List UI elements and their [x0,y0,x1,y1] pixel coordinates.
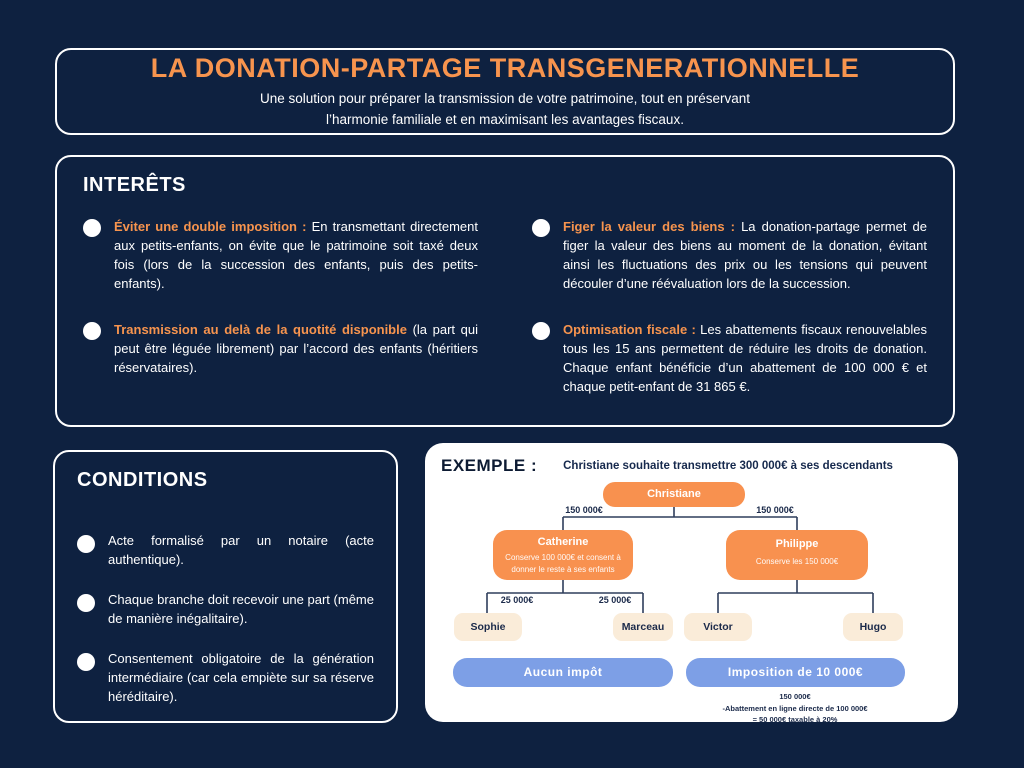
interet-item-double-imposition [83,218,478,294]
interet-rest: (la part qui peut être léguée librement) par l’accord des enfants (héritiers réservataires). [114,321,478,375]
bullet-circle-icon [77,535,95,553]
node-name: Catherine [537,536,589,548]
condition-text: Chaque branche doit recevoir une part (même de manière inégalitaire). [108,591,374,626]
interet-lead: Transmission au delà de la quotité disponible [114,321,407,337]
exemple-panel [425,443,958,725]
conditions-heading: CONDITIONS [77,469,208,491]
tree-node-marceau: Marceau [613,613,673,641]
tax-calculation-footnote [675,691,915,726]
condition-item-part-par-branche [77,591,374,629]
bullet-circle-icon [532,322,550,340]
interet-item-figer-valeur [532,218,927,294]
subtitle-line-1: Une solution pour préparer la transmission de votre patrimoine, tout en préservant [259,90,750,106]
condition-item-acte-notarie [77,532,374,570]
bullet-circle-icon [532,219,550,237]
interet-text [114,321,478,378]
tree-node-victor: Victor [684,613,752,641]
tree-node-sophie: Sophie [454,613,522,641]
condition-text: Consentement obligatoire de la génération intermédiaire (car cela empiète sur sa réserve héréditaire). [108,650,374,704]
interet-lead: Figer la valeur des biens : [563,219,735,234]
result-bar-no-tax: Aucun impôt [453,658,673,687]
interet-text [563,218,927,294]
subtitle-line-2: l’harmonie familiale et en maximisant les avantages fiscaux. [326,111,684,127]
tree-node-hugo: Hugo [843,613,903,641]
interet-text [563,321,927,397]
node-note: Conserve les 150 000€ [755,557,839,566]
interet-rest: La donation-partage permet de figer la valeur des biens au moment de la donation, évitant ainsi les fluctuations des prix ou les tensions qui peuvent découler d’une réévaluation lors de la succession. [563,219,927,291]
interets-section [55,155,955,427]
conditions-list [77,532,374,707]
page-subtitle [260,89,750,131]
footnote-line-2: -Abattement en ligne directe de 100 000€ [722,703,868,713]
tree-node-catherine [493,530,633,580]
tree-node-philippe [726,530,868,580]
bullet-circle-icon [77,653,95,671]
exemple-label: EXEMPLE : [441,456,538,475]
branch-amount-left: 150 000€ [565,505,603,515]
title-box [55,48,955,135]
interets-heading: INTERÊTS [83,174,186,196]
interet-rest: Les abattements fiscaux renouvelables tous les 15 ans permettent de réduire les droits de donation. Chaque enfant bénéficie d’un abattement de 100 000 € et chaque petit-enfant de 31 865 €. [563,321,927,394]
interet-item-optimisation-fiscale [532,321,927,397]
exemple-description: Christiane souhaite transmettre 300 000€ à ses descendants [563,460,893,472]
interet-rest: En transmettant directement aux petits-enfants, on évite que le patrimoine soit taxé deux fois (lors de la succession des enfants, puis des petits-enfants). [114,219,478,291]
condition-item-consentement [77,650,374,707]
bullet-circle-icon [83,322,101,340]
grandchild-amount-left: 25 000€ [500,595,534,605]
node-name: Philippe [775,538,819,550]
node-note: Conserve 100 000€ et consent à donner le reste à ses enfants [505,553,621,574]
footnote-line-1: 150 000€ [779,692,811,701]
interets-list [83,218,927,397]
interet-lead: Optimisation fiscale : [563,321,696,337]
page-title: LA DONATION-PARTAGE TRANSGENERATIONNELLE [150,52,860,83]
footnote-line-3: = 50 000€ taxable à 20% [752,715,838,725]
interet-text [114,218,478,294]
result-bar-taxed: Imposition de 10 000€ [686,658,905,687]
tree-node-christiane [603,482,745,507]
conditions-section [53,450,398,723]
interet-lead: Éviter une double imposition : [114,219,307,234]
bullet-circle-icon [77,594,95,612]
grandchild-amount-right: 25 000€ [598,595,632,605]
condition-text: Acte formalisé par un notaire (acte authentique). [108,533,374,567]
branch-amount-right: 150 000€ [756,505,794,515]
interet-item-quotite [83,321,478,397]
node-name: Christiane [647,488,701,500]
bullet-circle-icon [83,219,101,237]
